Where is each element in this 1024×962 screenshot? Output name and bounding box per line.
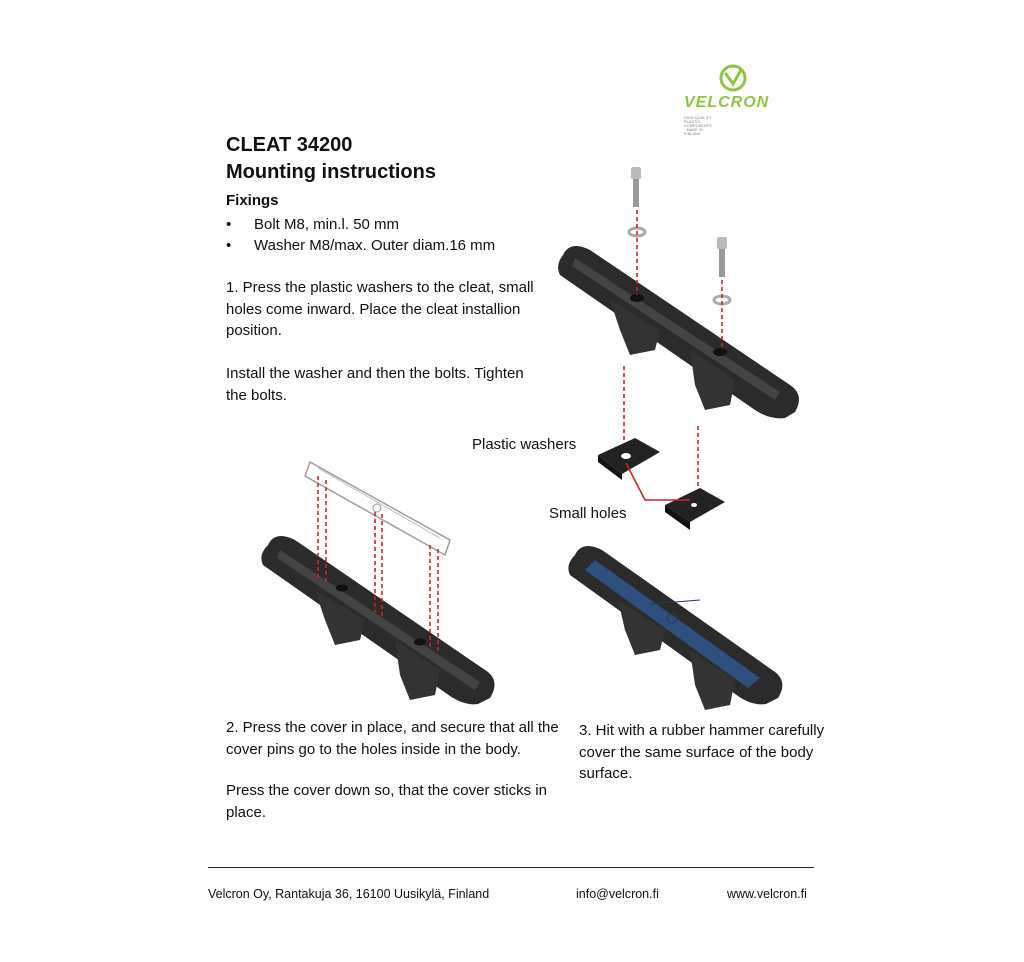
logo-wordmark: VELCRON [684,94,770,111]
plastic-washers-label: Plastic washers [472,436,577,453]
footer-website[interactable]: www.velcron.fi [727,887,807,901]
product-title: CLEAT 34200 [226,134,353,156]
bolt-icon [717,237,727,249]
logo-tagline: HIGH QUALITY PLASTIC COMPONENTS · MADE IN FINLAND [684,116,712,136]
step-2-press-text: Press the cover down so, that the cover sticks in place. [226,782,547,821]
cleat-step2-illustration [261,462,494,704]
plastic-washers-illustration [598,438,725,530]
list-item: • Washer M8/max. Outer diam.16 mm [226,235,495,256]
list-item: • Bolt M8, min.l. 50 mm [226,214,495,235]
step-1-text: 1. Press the plastic washers to the cleat, small holes come inward. Place the cleat installion position. [226,279,534,339]
cleat-step3-illustration [568,546,782,710]
footer-email[interactable]: info@velcron.fi [576,887,659,901]
step-2-text: 2. Press the cover in place, and secure that all the cover pins go to the holes inside in the body. [226,719,559,758]
document-title: Mounting instructions [226,161,436,183]
footer-divider [208,867,814,868]
cleat-step1-illustration [558,167,799,490]
step-3-text: 3. Hit with a rubber hammer carefully cover the same surface of the body surface. [579,722,825,782]
fixings-heading: Fixings [226,192,279,209]
step-1-bolts-text: Install the washer and then the bolts. Tighten the bolts. [226,365,524,404]
bolt-icon [631,167,641,179]
footer-address: Velcron Oy, Rantakuja 36, 16100 Uusikylä, Finland [208,887,490,901]
small-holes-label: Small holes [549,505,627,522]
